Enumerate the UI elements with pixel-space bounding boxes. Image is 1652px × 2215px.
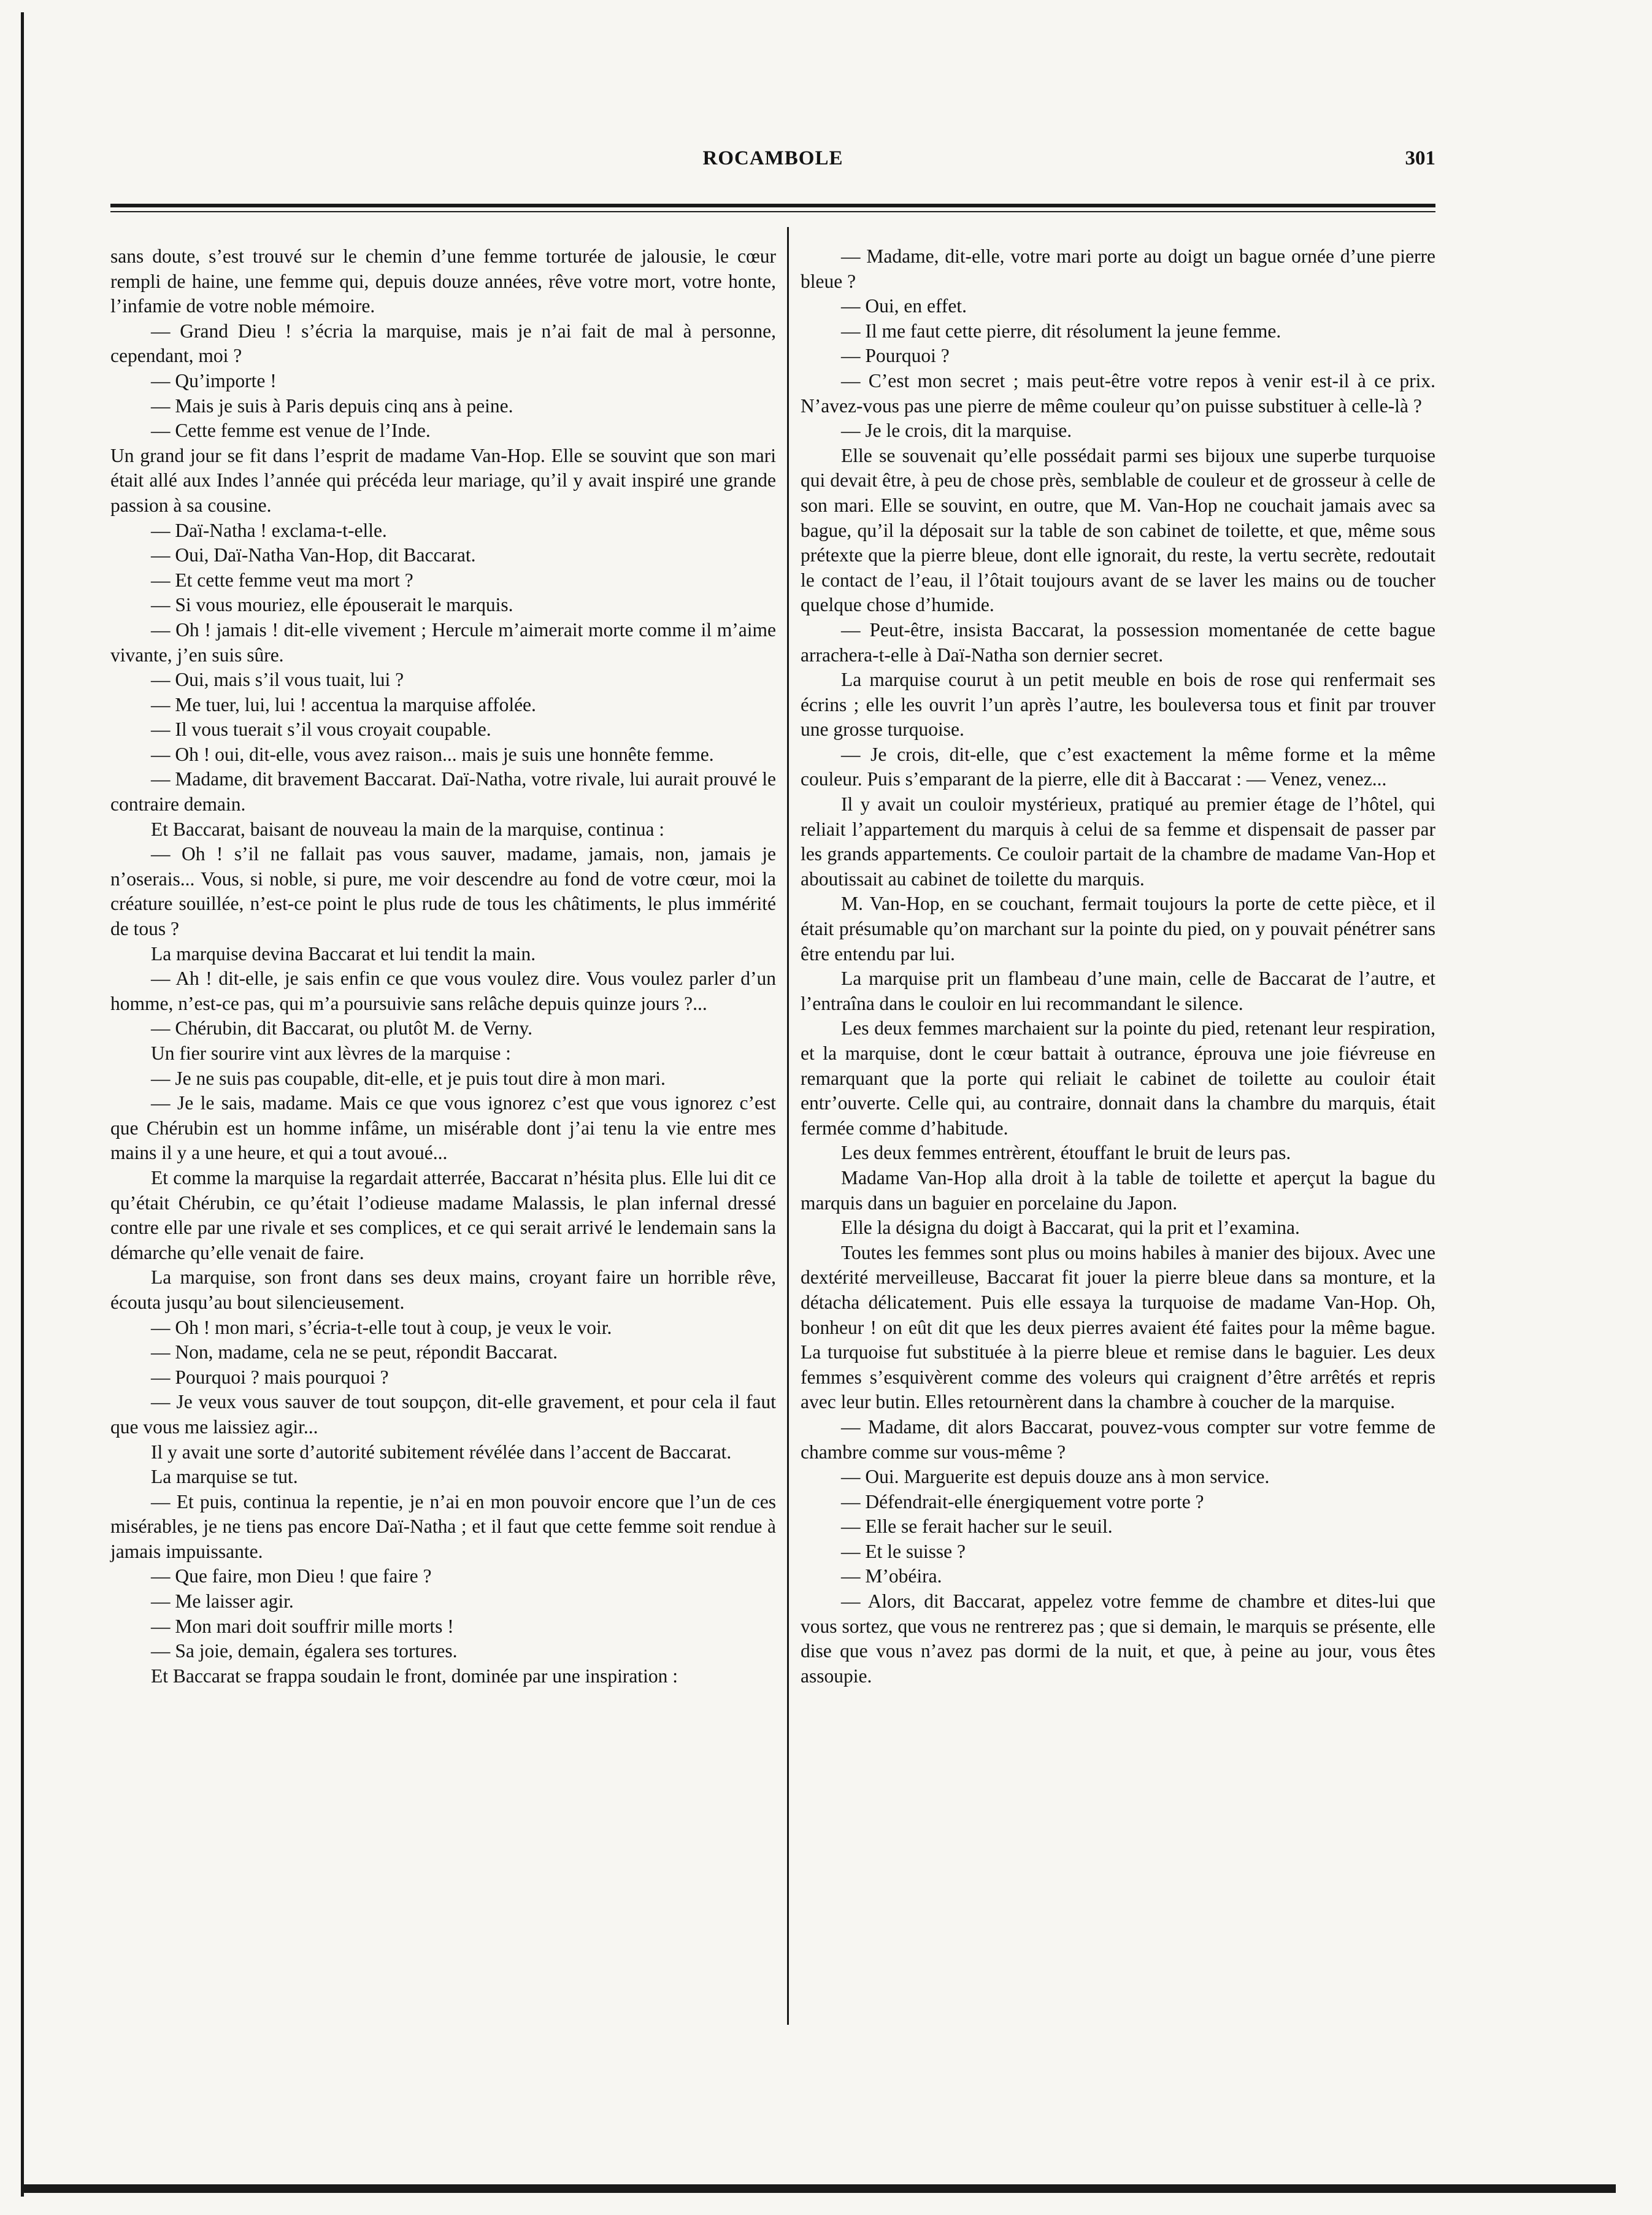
paragraph: — Oh ! oui, dit-elle, vous avez raison... mais je suis une honnête femme.	[151, 743, 714, 765]
paragraph: — Il vous tuerait s’il vous croyait coupable.	[151, 718, 491, 741]
paragraph: — Me laisser agir.	[151, 1590, 294, 1612]
paragraph: — Oh ! mon mari, s’écria-t-elle tout à coup, je veux le voir.	[151, 1316, 612, 1338]
paragraph: Les deux femmes entrèrent, étouffant le bruit de leurs pas.	[841, 1142, 1291, 1164]
paragraph: — Sa joie, demain, égalera ses tortures.	[151, 1640, 458, 1662]
paragraph: Et Baccarat, baisant de nouveau la main de la marquise, continua :	[151, 818, 665, 840]
page-bottom-border	[21, 2184, 1616, 2193]
paragraph: — Elle se ferait hacher sur le seuil.	[841, 1516, 1113, 1538]
paragraph: Et Baccarat se frappa soudain le front, dominée par une inspiration :	[151, 1665, 678, 1687]
paragraph: — Ah ! dit-elle, je sais enfin ce que vous voulez dire. Vous voulez parler d’un homme, n’est-ce pas, qui m’a poursuivie sans relâche depuis quinze jours ?...	[110, 968, 776, 1014]
paragraph: — Peut-être, insista Baccarat, la possession momentanée de cette bague arrachera-t-elle à Daï-Natha son dernier secret.	[801, 618, 1435, 666]
header-rule-thin	[110, 211, 1435, 212]
column-divider	[787, 227, 789, 2025]
paragraph: Et comme la marquise la regardait atterrée, Baccarat n’hésita plus. Elle lui dit ce qu’était Chérubin, ce qu’était l’odieuse madame Malassis, le plan infernal dressé contre elle par une rivale et ses complices, et ce qui serait arrivé le lendemain sans la démarche qu’elle venait de faire.	[110, 1166, 776, 1263]
paragraph: — Pourquoi ? mais pourquoi ?	[151, 1366, 389, 1388]
paragraph: — Cette femme est venue de l’Inde.	[151, 420, 431, 442]
paragraph: La marquise devina Baccarat et lui tendit la main.	[151, 942, 536, 965]
paragraph: — Défendrait-elle énergiquement votre porte ?	[841, 1490, 1204, 1512]
paragraph: Les deux femmes marchaient sur la pointe du pied, retenant leur respiration, et la marquise, dont le cœur battait à outrance, éprouva une joie fiévreuse en remarquant que la porte qui reliait le cabinet de toilette au couloir était entr’ouverte. Celle qui, au contraire, donnait dans la chambre du marquis, était fermée comme d’habitude.	[801, 1017, 1435, 1139]
paragraph: — Que faire, mon Dieu ! que faire ?	[151, 1565, 432, 1587]
page-header	[110, 147, 1435, 178]
paragraph: M. Van-Hop, en se couchant, fermait toujours la porte de cette pièce, et il était présumable qu’on marchant sur la pointe du pied, on y pouvait pénétrer sans être entendu par lui.	[801, 893, 1435, 965]
paragraph: Elle se souvenait qu’elle possédait parmi ses bijoux une superbe turquoise qui devait être, à peu de chose près, semblable de couleur et de grosseur à celle de son mari. Elle se souvint, en outre, que M. Van-Hop ne couchait jamais avec sa bague, qu’il la déposait sur la table de son cabinet de toilette, et que, même sous prétexte que la pierre bleue, dont elle ignorait, du reste, la vertu secrète, redoutait le contact de l’eau, il l’ôtait toujours avant de se laver les mains ou de toucher quelque chose d’humide.	[801, 444, 1435, 616]
page-number: 301	[1405, 147, 1435, 169]
paragraph: — Oui, mais s’il vous tuait, lui ?	[151, 669, 404, 691]
paragraph: — Je le sais, madame. Mais ce que vous ignorez c’est que vous ignorez c’est que Chérubin est un homme infâme, un misérable dont j’ai tenu la vie entre mes mains il y a une heure, et qui a tout avoué...	[110, 1092, 776, 1164]
paragraph: — Grand Dieu ! s’écria la marquise, mais je n’ai fait de mal à personne, cependant, moi ?	[110, 320, 776, 367]
paragraph: — M’obéira.	[841, 1565, 942, 1587]
paragraph: — Qu’importe !	[151, 369, 277, 391]
paragraph: — C’est mon secret ; mais peut-être votre repos à venir est-il à ce prix. N’avez-vous pas une pierre de même couleur qu’on puisse substituer à celle-là ?	[801, 369, 1435, 417]
paragraph: — Je le crois, dit la marquise.	[841, 420, 1072, 442]
paragraph: — Et le suisse ?	[841, 1540, 966, 1562]
paragraph: Toutes les femmes sont plus ou moins habiles à manier des bijoux. Avec une dextérité merveilleuse, Baccarat fit jouer la pierre bleue dans sa monture, et la détacha délicatement. Puis elle essaya la turquoise de madame Van-Hop. Oh, bonheur ! on eût dit que les deux pierres avaient été faites pour la même bague. La turquoise fut substituée à la pierre bleue et remise dans le baguier. Les deux femmes s’esquivèrent comme des voleurs qui craignent d’être arrêtés et repris avec leur butin. Elles retournèrent dans la chambre à coucher de la marquise.	[801, 1241, 1435, 1413]
paragraph: — Je ne suis pas coupable, dit-elle, et je puis tout dire à mon mari.	[151, 1067, 666, 1089]
paragraph: La marquise se tut.	[151, 1466, 298, 1488]
paragraph: — Oui, Daï-Natha Van-Hop, dit Baccarat.	[151, 544, 476, 566]
paragraph: — Et cette femme veut ma mort ?	[151, 569, 413, 591]
paragraph: — Oh ! s’il ne fallait pas vous sauver, madame, jamais, non, jamais je n’oserais... Vous, si noble, si pure, me voir descendre au fond de votre cœur, moi la créature souillée, n’est-ce point le plus rude de tous les châtiments, le plus immérité de tous ?	[110, 843, 776, 940]
paragraph: Il y avait une sorte d’autorité subitement révélée dans l’accent de Baccarat.	[151, 1441, 732, 1463]
paragraph: — Non, madame, cela ne se peut, répondit Baccarat.	[151, 1341, 558, 1363]
right-text-column	[801, 244, 1435, 1689]
paragraph: — Me tuer, lui, lui ! accentua la marquise affolée.	[151, 693, 536, 715]
paragraph: — Je veux vous sauver de tout soupçon, dit-elle gravement, et pour cela il faut que vous me laissiez agir...	[110, 1391, 776, 1438]
page-edge-border	[21, 12, 24, 2197]
paragraph: — Madame, dit alors Baccarat, pouvez-vous compter sur votre femme de chambre comme sur vous-même ?	[801, 1416, 1435, 1463]
paragraph: La marquise prit un flambeau d’une main, celle de Baccarat de l’autre, et l’entraîna dans le couloir en lui recommandant le silence.	[801, 968, 1435, 1014]
paragraph: — Mon mari doit souffrir mille morts !	[151, 1615, 454, 1637]
running-title: ROCAMBOLE	[702, 147, 843, 169]
paragraph: — Chérubin, dit Baccarat, ou plutôt M. de Verny.	[151, 1017, 533, 1039]
paragraph: — Oui. Marguerite est depuis douze ans à mon service.	[841, 1466, 1270, 1488]
header-rule-thick	[110, 204, 1435, 207]
paragraph: Un fier sourire vint aux lèvres de la marquise :	[151, 1042, 511, 1064]
paragraph: sans doute, s’est trouvé sur le chemin d’une femme torturée de jalousie, le cœur rempli de haine, une femme qui, depuis douze années, rêve votre mort, votre honte, l’infamie de votre noble mémoire.	[110, 245, 776, 317]
paragraph: — Alors, dit Baccarat, appelez votre femme de chambre et dites-lui que vous sortez, que vous ne rentrerez pas ; que si demain, le marquis se présente, elle dise que vous n’avez pas dormi de la nuit, et que, à peine au jour, vous êtes assoupie.	[801, 1590, 1435, 1687]
paragraph: Un grand jour se fit dans l’esprit de madame Van-Hop. Elle se souvint que son mari était allé aux Indes l’année qui précéda leur mariage, qu’il y avait inspiré une grande passion à sa cousine.	[110, 444, 776, 516]
paragraph: — Oui, en effet.	[841, 295, 967, 317]
paragraph: — Si vous mouriez, elle épouserait le marquis.	[151, 594, 513, 616]
paragraph: — Madame, dit-elle, votre mari porte au doigt un bague ornée d’une pierre bleue ?	[801, 245, 1435, 292]
left-text-column	[110, 244, 776, 1689]
paragraph: — Et puis, continua la repentie, je n’ai en mon pouvoir encore que l’un de ces misérables, je ne tiens pas encore Daï-Natha ; et il faut que cette femme soit rendue à jamais impuissante.	[110, 1490, 776, 1562]
paragraph: — Je crois, dit-elle, que c’est exactement la même forme et la même couleur. Puis s’emparant de la pierre, elle dit à Baccarat : — Venez, venez...	[801, 743, 1435, 790]
paragraph: — Daï-Natha ! exclama-t-elle.	[151, 519, 387, 541]
paragraph: La marquise courut à un petit meuble en bois de rose qui renfermait ses écrins ; elle les ouvrit l’un après l’autre, les bouleversa tous et finit par trouver une grosse turquoise.	[801, 669, 1435, 741]
paragraph: — Madame, dit bravement Baccarat. Daï-Natha, votre rivale, lui aurait prouvé le contraire demain.	[110, 768, 776, 815]
paragraph: La marquise, son front dans ses deux mains, croyant faire un horrible rêve, écouta jusqu’au bout silencieusement.	[110, 1266, 776, 1313]
paragraph: Madame Van-Hop alla droit à la table de toilette et aperçut la bague du marquis dans un baguier en porcelaine du Japon.	[801, 1166, 1435, 1214]
paragraph: — Pourquoi ?	[841, 345, 950, 367]
paragraph: Il y avait un couloir mystérieux, pratiqué au premier étage de l’hôtel, qui reliait l’appartement du marquis à celui de sa femme et dispensait de passer par les grands appartements. Ce couloir partait de la chambre de madame Van-Hop et aboutissait au cabinet de toilette du marquis.	[801, 793, 1435, 890]
paragraph: Elle la désigna du doigt à Baccarat, qui la prit et l’examina.	[841, 1217, 1300, 1239]
paragraph: — Mais je suis à Paris depuis cinq ans à peine.	[151, 395, 513, 417]
paragraph: — Il me faut cette pierre, dit résolument la jeune femme.	[841, 320, 1281, 342]
paragraph: — Oh ! jamais ! dit-elle vivement ; Hercule m’aimerait morte comme il m’aime vivante, j’en suis sûre.	[110, 618, 776, 666]
